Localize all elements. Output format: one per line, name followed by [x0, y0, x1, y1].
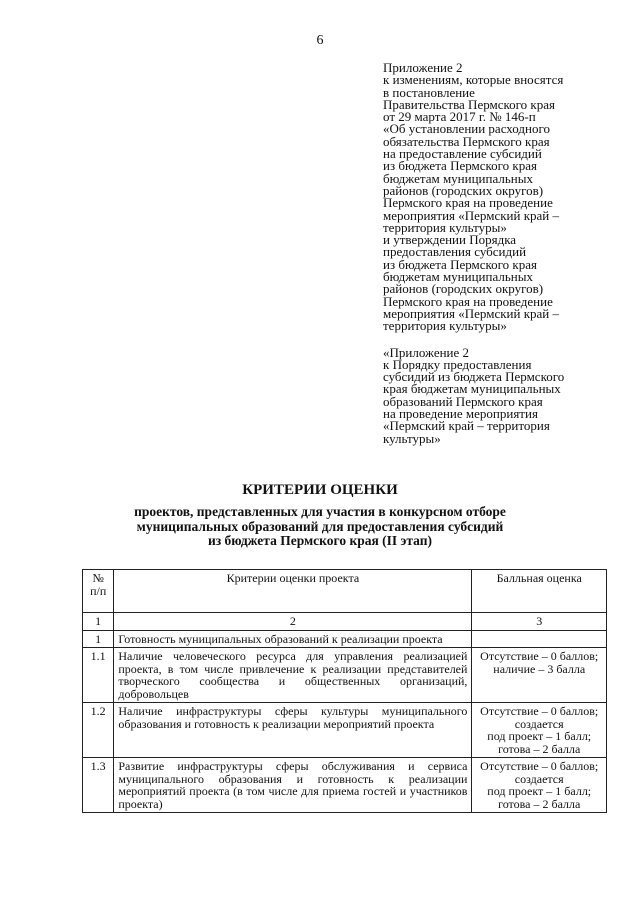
appendix-line: предоставления субсидий	[383, 244, 527, 260]
document-subtitle	[0, 505, 640, 549]
appendix-line: «Об установлении расходного	[383, 121, 551, 137]
appendix2-line: субсидий из бюджета Пермского	[383, 369, 565, 385]
score-line: Отсутствие – 0 баллов;	[480, 759, 599, 773]
appendix2-line: к Порядку предоставления	[383, 356, 532, 372]
appendix-line: мероприятия «Пермский край –	[383, 207, 559, 223]
appendix-line: бюджетам муниципальных	[383, 269, 533, 285]
appendix2-line: культуры»	[383, 430, 441, 446]
header-num-cell	[83, 570, 114, 613]
row-score-cell	[472, 648, 607, 703]
appendix-line: к изменениям, которые вносятся	[383, 72, 564, 88]
appendix-line: Приложение 2	[383, 60, 463, 75]
appendix-line: территория культуры»	[383, 318, 507, 334]
row-num-cell: 1	[83, 630, 114, 648]
score-line: под проект – 1 балл;	[487, 784, 592, 798]
appendix-line: бюджетам муниципальных	[383, 170, 533, 186]
score-line: под проект – 1 балл;	[487, 729, 592, 743]
numbering-cell: 2	[114, 613, 472, 631]
numbering-cell: 3	[472, 613, 607, 631]
row-score-cell	[472, 630, 607, 648]
table-row	[83, 630, 607, 648]
appendix-line: Пермского края на проведение	[383, 293, 553, 309]
appendix-line: мероприятия «Пермский край –	[383, 305, 559, 321]
table-row	[83, 758, 607, 813]
header-num-line: №	[92, 571, 104, 585]
appendix-line: районов (городских округов)	[383, 182, 544, 198]
table-row	[83, 703, 607, 758]
score-line: создается	[514, 716, 564, 731]
score-line: Отсутствие – 0 баллов;	[480, 649, 599, 663]
header-criteria-cell: Критерии оценки проекта	[114, 570, 472, 613]
appendix-line: на предоставление субсидий	[383, 146, 542, 162]
appendix-line: и утверждении Порядка	[383, 232, 517, 248]
appendix2-line: «Приложение 2	[383, 344, 470, 360]
subtitle-line: проектов, представленных для участия в конкурсном отборе	[134, 504, 506, 519]
page-number: 6	[316, 33, 324, 48]
appendix-line: из бюджета Пермского края	[383, 158, 538, 174]
criteria-table	[82, 569, 607, 813]
appendix2-line: «Пермский край – территория	[383, 418, 550, 434]
appendix-line: в постановление	[383, 84, 475, 100]
numbering-cell: 1	[83, 613, 114, 631]
row-criteria-cell: Наличие инфраструктуры сферы культуры муниципального образования и готовность к реализации мероприятий проекта	[114, 703, 472, 758]
appendix-block	[383, 62, 628, 445]
table-numbering-row	[83, 613, 607, 631]
score-line: создается	[514, 771, 564, 786]
score-line: готова – 2 балла	[498, 796, 581, 811]
row-criteria-cell: Наличие человеческого ресурса для управления реализацией проекта, в том числе привлечение к реализации представителей творческого сообщества и общественных организаций, добровольцев	[114, 648, 472, 703]
score-line: готова – 2 балла	[498, 741, 581, 756]
row-criteria-cell: Развитие инфраструктуры сферы обслуживания и сервиса муниципального образования и готовность к реализации мероприятий проекта (в том числе для приема гостей и участников проекта)	[114, 758, 472, 813]
header-score-cell: Балльная оценка	[472, 570, 607, 613]
score-line: Отсутствие – 0 баллов;	[480, 704, 599, 718]
appendix-line: территория культуры»	[383, 219, 507, 235]
appendix2-line: края бюджетам муниципальных	[383, 381, 561, 397]
row-num-cell: 1.3	[83, 758, 114, 813]
appendix2-line: на проведение мероприятия	[383, 406, 538, 422]
appendix-line: Пермского края на проведение	[383, 195, 553, 211]
appendix-line: обязательства Пермского края	[383, 133, 550, 149]
appendix-line: из бюджета Пермского края	[383, 256, 538, 272]
subtitle-line: из бюджета Пермского края (II этап)	[207, 533, 433, 548]
row-criteria-cell: Готовность муниципальных образований к реализации проекта	[114, 630, 472, 648]
table-header-row	[83, 570, 607, 613]
appendix-line: от 29 марта 2017 г. № 146-п	[383, 109, 536, 125]
table-row	[83, 648, 607, 703]
appendix2-line: образований Пермского края	[383, 393, 543, 409]
document-title: КРИТЕРИИ ОЦЕНКИ	[242, 482, 398, 498]
subtitle-line: муниципальных образований для предоставления субсидий	[136, 518, 504, 534]
row-score-cell	[472, 758, 607, 813]
score-line: наличие – 3 балла	[493, 661, 586, 676]
row-num-cell: 1.2	[83, 703, 114, 758]
row-score-cell	[472, 703, 607, 758]
header-num-line: п/п	[90, 583, 107, 598]
appendix-line: районов (городских округов)	[383, 281, 544, 297]
row-num-cell: 1.1	[83, 648, 114, 703]
appendix-line: Правительства Пермского края	[383, 96, 555, 112]
